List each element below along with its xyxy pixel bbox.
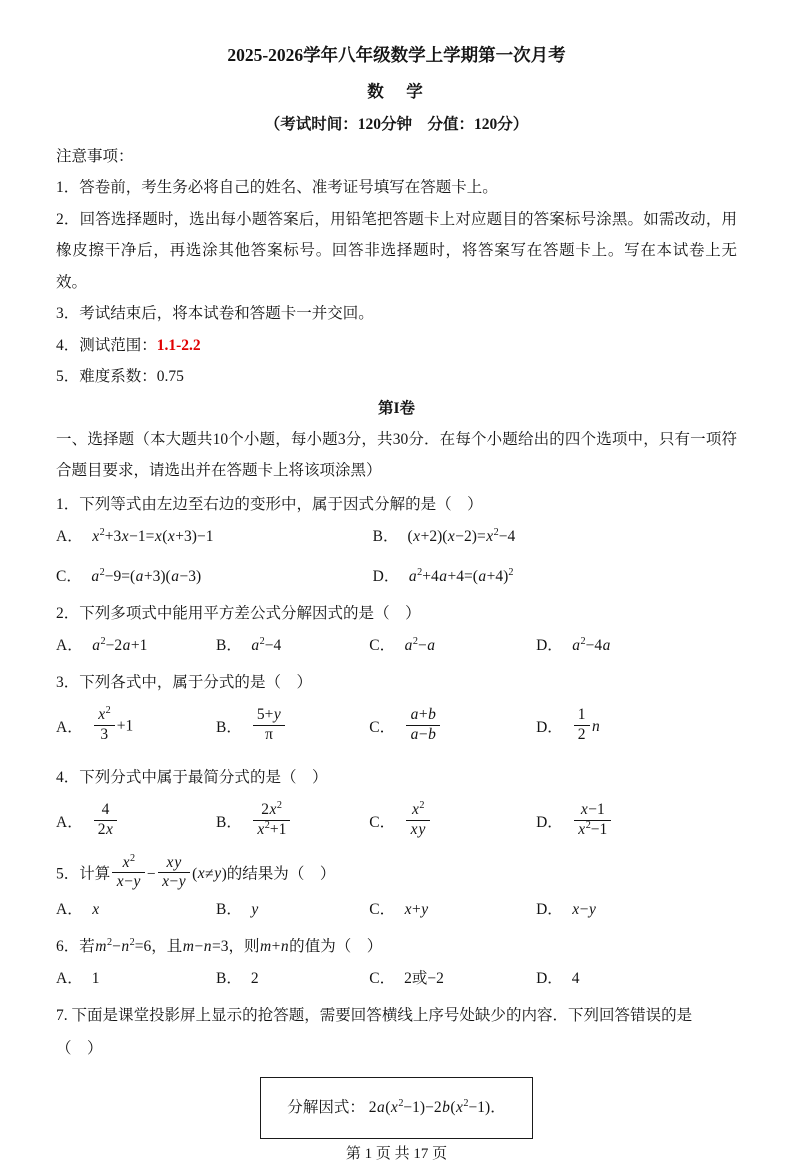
option-label: C． (56, 567, 82, 585)
fraction: $\frac{1}{2}$ (574, 706, 590, 744)
option-item (56, 897, 216, 923)
option-math: 1 (91, 969, 100, 987)
question-block (56, 488, 737, 596)
question-stem: 1．下列等式由左边至右边的变形中，属于因式分解的是（ ） (56, 495, 483, 513)
option-math: 2或−2 (404, 969, 444, 987)
fraction: $\frac{2x^2}{x^2+1}$ (253, 801, 291, 839)
notice-item (56, 298, 737, 330)
question-stem: 7. 下面是课堂投影屏上显示的抢答题，需要回答横线上序号处缺少的内容．下列回答错误的是（ ） (56, 1006, 693, 1057)
options-grid (56, 521, 737, 596)
option-label: D． (536, 900, 563, 918)
option-label: D． (536, 636, 563, 654)
option-label: D． (372, 567, 400, 585)
option-item (216, 800, 369, 841)
page-footer: 第 1 页 共 17 页 (345, 1145, 448, 1162)
option-item (216, 633, 369, 659)
option-label: C． (369, 969, 396, 987)
part-i-heading: 第I卷 (377, 399, 416, 417)
notice-text: 2．回答选择题时，选出每小题答案后，用铅笔把答题卡上对应题目的答案标号涂黑。如需改动，用橡皮擦干净后，再选涂其他答案标号。回答非选择题时，将答案写在答题卡上。写在本试卷上无效。 (56, 210, 737, 291)
notice-heading: 注意事项： (56, 148, 134, 165)
notice-item (56, 204, 737, 299)
option-math: $a^2-4$ (251, 635, 282, 654)
option-item (56, 803, 216, 841)
multiple-choice-intro: 一、选择题（本大题共10个小题，每小题3分，共30分．在每个小题给出的四个选项中，只有一项符合题目要求，请选出并在答题卡上将该项涂黑） (56, 430, 737, 479)
options-grid (56, 699, 737, 760)
option-label: B． (216, 969, 242, 987)
option-item (369, 897, 536, 923)
question-block (56, 930, 737, 998)
option-item (369, 633, 536, 659)
option-math: 4 (571, 969, 580, 987)
option-label: C． (369, 900, 396, 918)
option-item (56, 633, 216, 659)
notice-text: 1．答卷前，考生务必将自己的姓名、准考证号填写在答题卡上。 (56, 179, 498, 196)
question-stem: 4．下列分式中属于最简分式的是（ ） (56, 768, 328, 786)
option-math (92, 803, 120, 841)
option-label: A． (56, 813, 83, 831)
page-title: 2025-2026学年八年级数学上学期第一次月考 (227, 45, 566, 65)
option-math: $a^2+4a+4=(a+4)^2$ (408, 566, 514, 585)
flash-quiz-box: 分解因式： $2a(x^2-1)-2b(x^2-1)$． (260, 1077, 532, 1139)
option-item (536, 708, 737, 746)
option-label: B． (216, 636, 242, 654)
option-label: D． (536, 718, 563, 736)
option-item (373, 524, 737, 550)
option-label: D． (536, 813, 563, 831)
option-math: x−y (572, 900, 596, 918)
option-math: $a^2-2a+1$ (92, 635, 148, 654)
option-label: A． (56, 900, 83, 918)
question-block (56, 597, 737, 665)
option-math (251, 800, 293, 841)
option-math: $\frac{x^2}{3}$ +1 (92, 708, 134, 746)
option-item (536, 803, 737, 841)
option-item (216, 897, 369, 923)
option-label: B． (216, 813, 242, 831)
test-scope-highlight: 1.1-2.2 (156, 336, 201, 354)
notice-text: 4．测试范围： (56, 336, 157, 354)
options-grid (56, 963, 737, 998)
option-math: x (92, 900, 100, 918)
option-item (56, 564, 373, 590)
option-label: C． (369, 718, 396, 736)
option-item (56, 524, 373, 550)
question-stem: 2．下列多项式中能用平方差公式分解因式的是（ ） (56, 604, 421, 622)
option-item (216, 708, 369, 746)
option-item (369, 708, 536, 746)
option-label: A． (56, 718, 83, 736)
option-math: 2 (250, 969, 259, 987)
question-block (56, 999, 737, 1139)
fraction: $\frac{a+b}{a-b}$ (406, 706, 440, 744)
notice-list (56, 172, 737, 393)
option-item (536, 897, 737, 923)
options-grid (56, 630, 737, 665)
question-stem: 5．计算 $\frac{x^2}{x-y}$ − $\frac{xy}{x-y}$ (x≠y)的结果为（ ） (56, 852, 336, 891)
option-item (56, 705, 216, 746)
fraction: $\frac{4}{2x}$ (94, 801, 118, 839)
option-label: D． (536, 969, 563, 987)
notice-text: 5．难度系数：0.75 (56, 368, 184, 385)
option-label: B． (372, 527, 399, 545)
question-stem: 6．若$m^2-n^2=6$，且m−n=3，则m+n的值为（ ） (56, 936, 383, 955)
fraction: $\frac{x^2}{xy}$ (406, 801, 430, 839)
option-label: B． (216, 718, 242, 736)
fraction: $\frac{xy}{x-y}$ (158, 854, 191, 892)
option-label: C． (369, 813, 396, 831)
option-item (369, 966, 536, 992)
question-list (56, 487, 737, 1141)
notice-text: 3．考试结束后，将本试卷和答题卡一并交回。 (56, 305, 374, 322)
option-math: $a^2-9=(a+3)(a-3)$ (91, 566, 202, 585)
option-label: A． (56, 636, 83, 654)
option-label: A． (56, 969, 83, 987)
option-item (216, 966, 369, 992)
fraction: $\frac{x^2}{3}$ (94, 706, 115, 744)
option-math (404, 708, 442, 746)
notice-item (56, 172, 737, 204)
option-math: $a^2-4a$ (572, 635, 611, 654)
option-label: C． (369, 636, 396, 654)
option-math (404, 800, 432, 841)
question-stem: 3．下列各式中，属于分式的是（ ） (56, 673, 312, 691)
question-block (56, 852, 737, 929)
option-math: x+y (404, 900, 429, 918)
notice-item (56, 361, 737, 393)
options-grid (56, 894, 737, 929)
option-math: $a^2-a$ (404, 635, 435, 654)
option-math: y (251, 900, 259, 918)
fraction: $\frac{x^2}{x-y}$ (112, 854, 145, 892)
option-math: $\frac{1}{2}$ n (572, 708, 601, 746)
option-label: B． (216, 900, 242, 918)
option-item (373, 564, 737, 590)
question-block (56, 761, 737, 855)
options-grid (56, 794, 737, 855)
exam-info-line: （考试时间：120分钟 分值：120分） (264, 116, 529, 133)
option-math (251, 708, 287, 746)
flash-quiz-box-wrap (56, 1077, 737, 1139)
option-item (56, 966, 216, 992)
option-math (572, 803, 614, 841)
fraction: $\frac{x-1}{x^2-1}$ (574, 801, 612, 839)
option-item (536, 633, 737, 659)
option-math: $(x+2)(x-2)=x^2-4$ (407, 526, 516, 545)
notice-item (56, 330, 737, 362)
fraction: $\frac{5+y}{\pi}$ (253, 706, 285, 744)
option-item (536, 966, 737, 992)
option-label: A． (56, 527, 83, 545)
option-item (369, 800, 536, 841)
question-block (56, 666, 737, 760)
option-math: $x^2+3x-1=x(x+3)-1$ (92, 526, 214, 545)
exam-subject: 数 学 (367, 82, 426, 101)
